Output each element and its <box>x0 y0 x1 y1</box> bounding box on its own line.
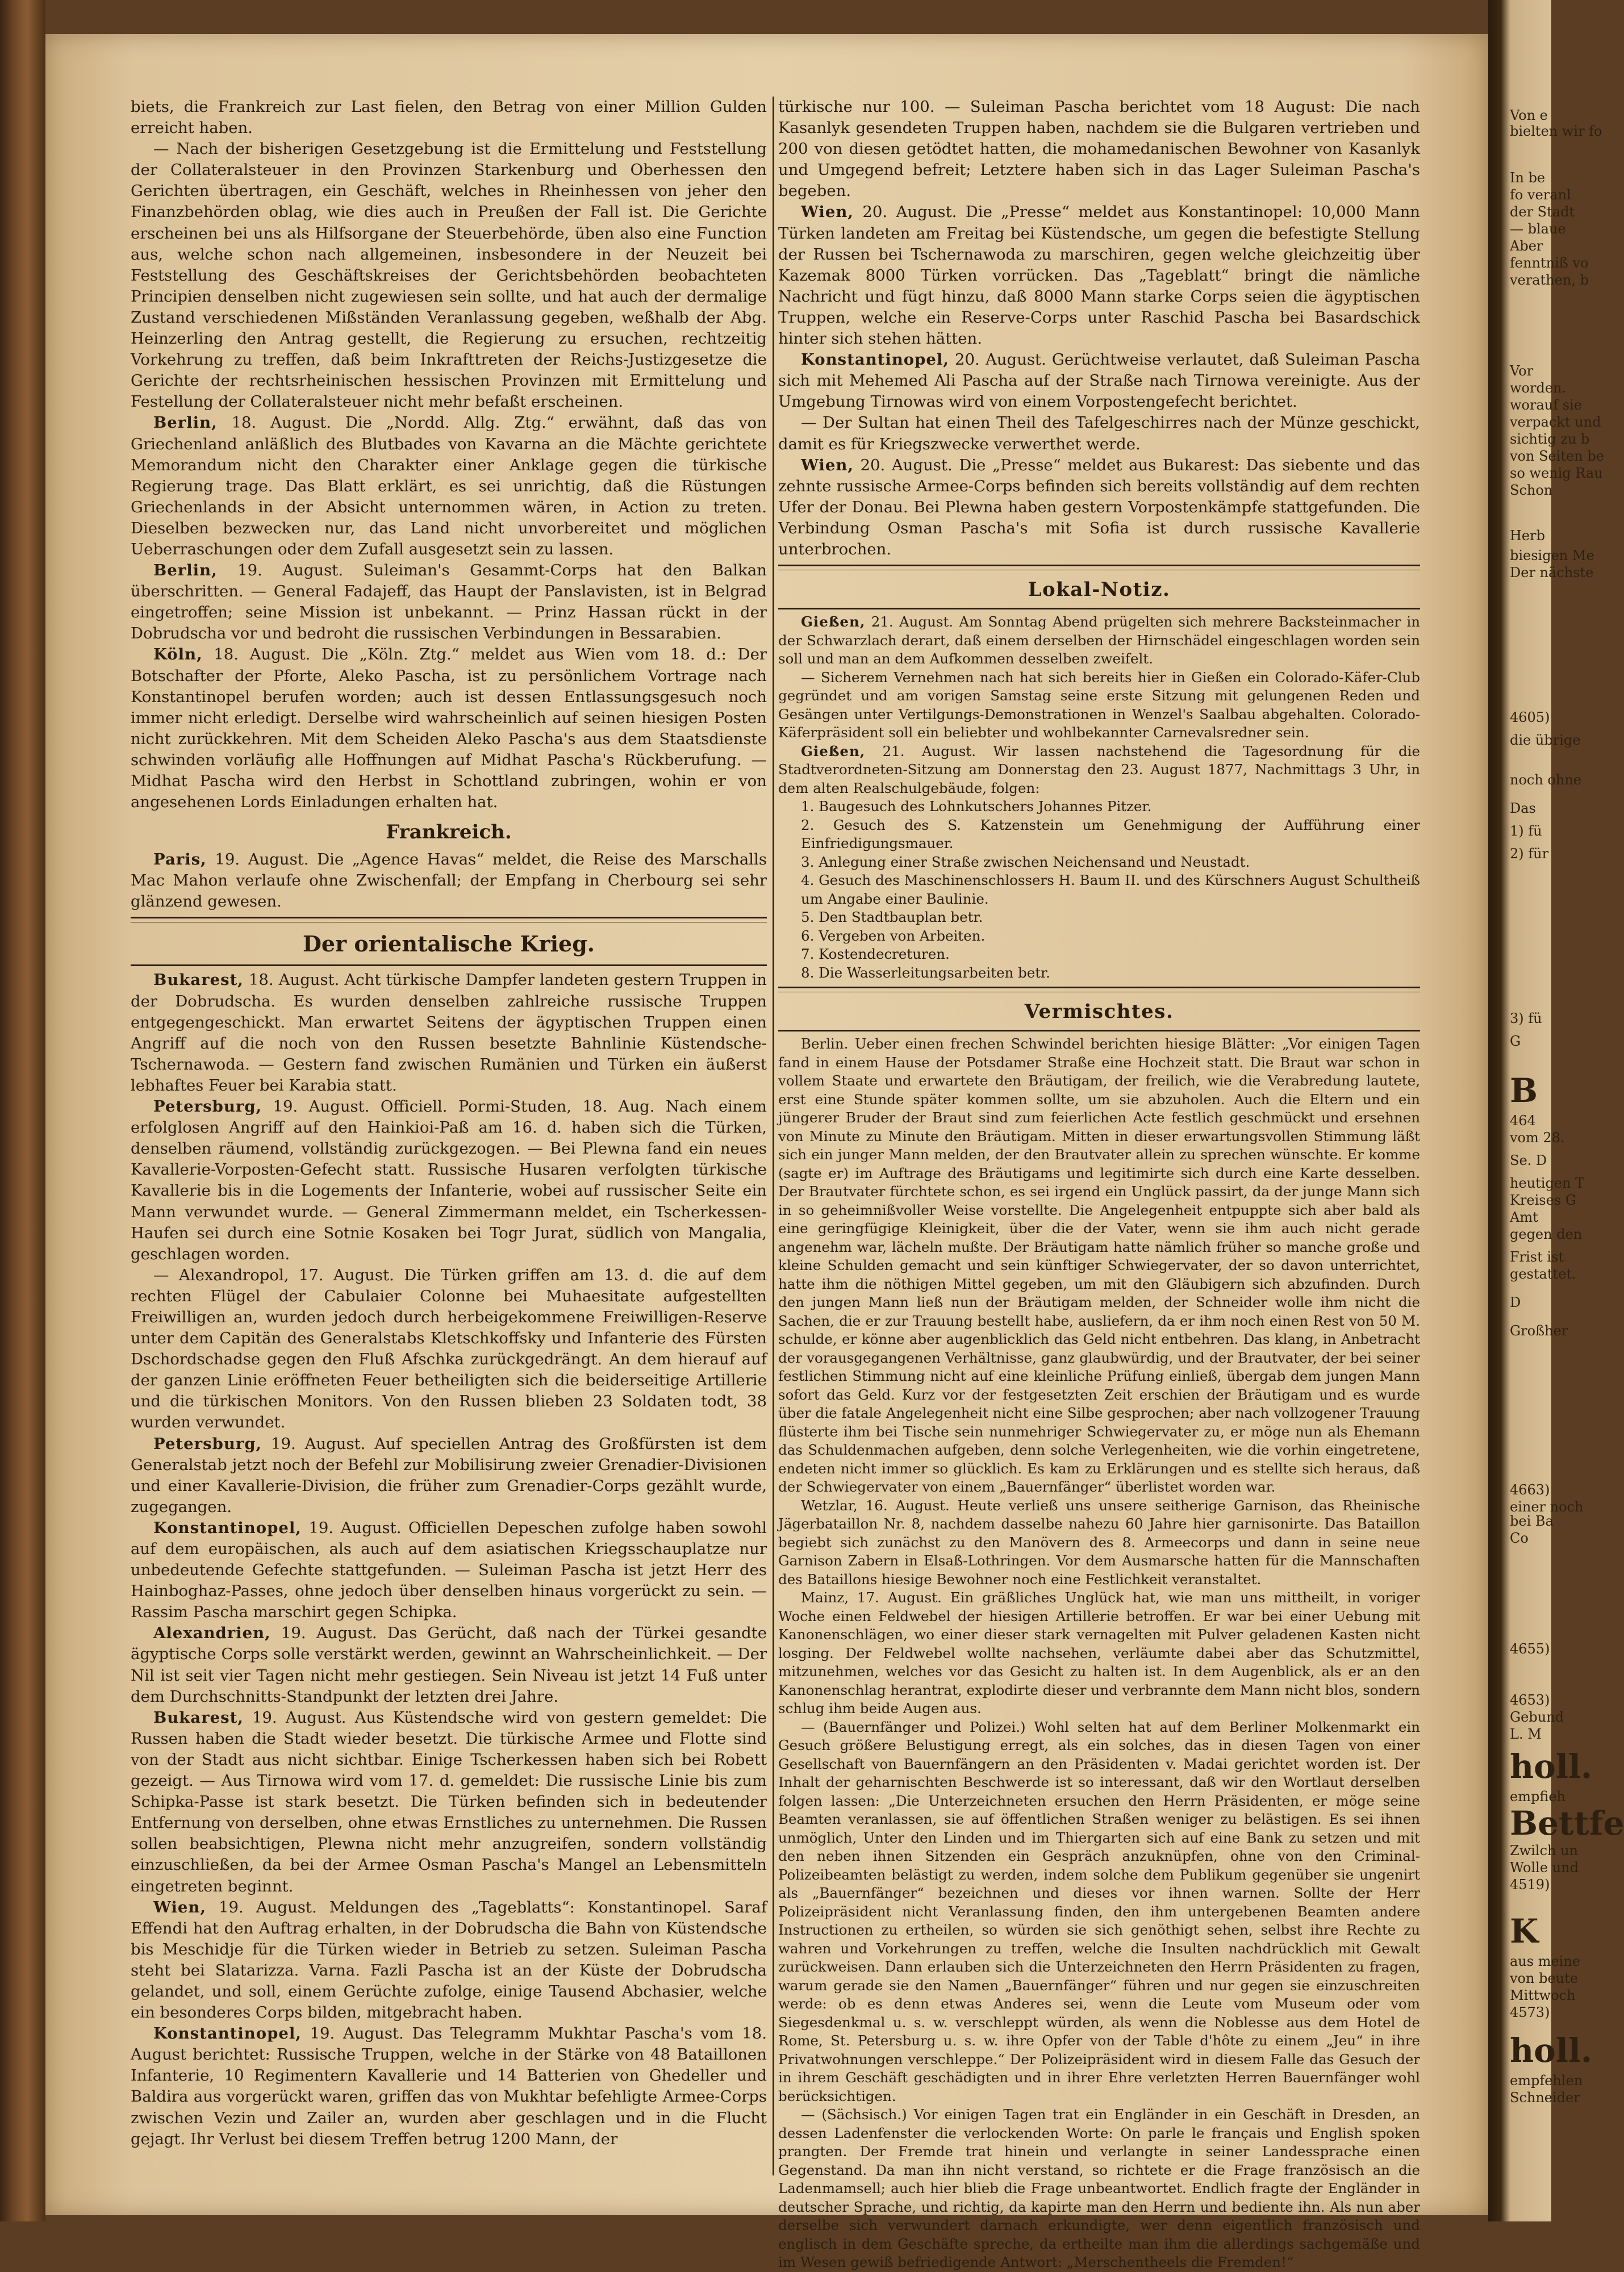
edge-fragment: gegen den <box>1510 1226 1583 1242</box>
vermischtes-block <box>778 1035 1420 2272</box>
news-item <box>131 1434 767 1518</box>
news-item <box>131 1096 767 1265</box>
edge-fragment: 464 <box>1510 1113 1536 1129</box>
edge-fragment: fo veranl <box>1510 187 1571 203</box>
paragraph: — Nach der bisherigen Gesetzgebung ist die Ermittelung und Feststellung der Collateralsteuer in den Provinzen Starkenburg und Oberhessen den Gerichten übertragen, ein Geschäft, welches in Rheinhessen von jeher den Finanzbehörden oblag, wie dies auch in Preußen der Fall ist. Die Gerichte erscheinen bei uns als Hilfsorgane der Steuerbehörde, üben also eine Function aus, welche schon nach allgemeinen, insbesondere in der Neuzeit bei Feststellung des Geschäftskreises der Gerichtsbehörden beobachteten Principien denselben nicht zugewiesen sein sollte, und hat auch der dermalige Zustand verschiedenen Mißständen Veranlassung gegeben, weßhalb der Abg. Heinzerling den Antrag gestellt, die Regierung zu ersuchen, rechtzeitig Vorkehrung zu treffen, daß beim Inkrafttreten der Reichs-Justizgesetze die Gerichte der rechtsrheinischen hessischen Provinzen mit Ermittelung und Festellung der Collateralsteuer nicht mehr befaßt erscheinen. <box>131 140 767 411</box>
edge-fragment: 4655) <box>1510 1641 1550 1657</box>
edge-fragment: holl. <box>1510 2031 1593 2070</box>
edge-fragment: 4519) <box>1510 1877 1550 1893</box>
edge-fragment: Mittwoch <box>1510 1987 1576 2003</box>
news-text: 19. August. Aus Küstendsche wird von gestern gemeldet: Die Russen haben die Stadt wieder besetzt. Die türkische Armee und Flotte sind von der Stadt aus nicht sichtbar. Einige Tscherkessen haben sich bei Robett gezeigt. — Aus Tirnowa wird vom 17. d. gemeldet: Die russische Linie bis zum Schipka-Passe ist stark besetzt. Die Türken befinden sich in bedeutender Entfernung von derselben, ohne etwas Ernstliches zu unternehmen. Die Russen sollen beabsichtigen, Plewna nicht mehr anzugreifen, sondern vollständig einzuschließen, da bei der Armee Osman Pascha's Mangel an Lebensmitteln eingetreten beginnt. <box>131 1708 767 1895</box>
edge-fragment: Schneider <box>1510 2090 1580 2106</box>
edge-fragment: Schon <box>1510 482 1553 498</box>
edge-fragment: 1) fü <box>1510 823 1542 839</box>
edge-fragment: Wolle und <box>1510 1860 1579 1876</box>
news-text: 19. August. Die „Agence Havas“ meldet, die Reise des Marschalls Mac Mahon verlaufe ohne Zwischenfall; der Empfang in Cherbourg sei sehr glänzend gewesen. <box>131 850 767 911</box>
left-column <box>131 97 767 2150</box>
dateline-place: Konstantinopel, <box>801 350 949 369</box>
edge-fragment: der Stadt <box>1510 204 1575 220</box>
edge-fragment: Herb <box>1510 528 1545 544</box>
edge-fragment: sichtig zu b <box>1510 431 1590 447</box>
news-text: 19. August. Suleiman's Gesammt-Corps hat den Balkan überschritten. — General Fadajeff, das Haupt der Panslavisten, ist in Belgrad eingetroffen; seine Mission ist unbekannt. — Prinz Hassan rückt in der Dobrudscha vor und bedroht die russischen Verbindungen in Bessarabien. <box>131 561 767 643</box>
agenda-item: 6. Vergeben von Arbeiten. <box>801 927 986 944</box>
news-text: 19. August. Das Telegramm Mukhtar Pascha's vom 18. August berichtet: Russische Truppen, welche in der Stärke von 48 Bataillonen Infanterie, 10 Regimentern Kavallerie und 14 Batterien von Ghedeller und Baldira aus vorgerückt waren, griffen das von Mukhtar befehligte Armee-Corps zwischen Vezin und Zailer an, wurden aber geschlagen und in die Flucht gejagt. Ihr Verlust bei diesem Treffen betrug 1200 Mann, der <box>131 2024 767 2148</box>
edge-fragment: aus meine <box>1510 1953 1581 1969</box>
agenda-item: 7. Kostendecreturen. <box>801 946 950 963</box>
edge-fragment: heutigen T <box>1510 1175 1585 1191</box>
news-text: 20. August. Die „Presse“ meldet aus Konstantinopel: 10,000 Mann Türken landeten am Freitag bei Küstendsche, um gegen die befestigte Stellung der Russen bei Tschernawoda zu marschiren, gegen welche gleichzeitig über Kazemak 8000 Türken vorrücken. Das „Tageblatt“ bringt die nämliche Nachricht und fügt hinzu, daß 8000 Mann starke Corps seien die ägyptischen Truppen, welche ein Reserve-Corps unter Raschid Pascha bei Basardschick hinter sich stehen hätten. <box>778 203 1420 348</box>
agenda-item: 8. Die Wasserleitungsarbeiten betr. <box>801 964 1050 981</box>
news-item <box>131 1623 767 1707</box>
news-item <box>131 1707 767 1897</box>
edge-fragment: Von e <box>1510 107 1548 123</box>
dateline-place: Bukarest, <box>153 1708 244 1727</box>
section-heading-frankreich: Frankreich. <box>386 821 512 844</box>
news-text: 20. August. Die „Presse“ meldet aus Bukarest: Das siebente und das zehnte russische Armee-Corps befinden sich bereits vollständig auf dem rechten Ufer der Donau. Bei Plewna haben gestern Vorpostenkämpfe stattgefunden. Die Verbindung Osman Pascha's mit Sofia ist durch russische Kavallerie unterbrochen. <box>778 456 1420 558</box>
paragraph: türkische nur 100. — Suleiman Pascha berichtet vom 18 August: Die nach Kasanlyk gesendeten Truppen haben, nachdem sie die Bulgaren vertrieben und 200 von diesen getödtet hatten, die mohamedanischen Bewohner von Kasanlyk und Umgegend befreit; Letztere haben sich in das Lager Suleiman Pascha's begeben. <box>778 98 1420 201</box>
section-rule <box>778 608 1420 609</box>
edge-fragment: so wenig Rau <box>1510 465 1603 481</box>
edge-fragment: noch ohne <box>1510 772 1581 788</box>
news-text: 18. August. Die „Köln. Ztg.“ meldet aus Wien vom 18. d.: Der Botschafter der Pforte, Aleko Pascha, ist zu persönlichem Vortrage nach Konstantinopel berufen worden; auch ist dessen Entlassungsgesuch noch immer nicht erledigt. Derselbe wird wahrscheinlich auf seinen hiesigen Posten nicht zurückkehren. Mit dem Scheiden Aleko Pascha's aus dem Staatsdienste schwinden vorläufig alle Hoffnungen auf Midhat Pascha's Rückberufung. — Midhat Pascha wird den Herbst in Schottland zubringen, wohin er von angesehenen Lords Einladungen erhalten hat. <box>131 645 767 812</box>
section-rule <box>131 917 767 922</box>
news-item <box>131 970 767 1096</box>
edge-fragment: G <box>1510 1033 1521 1049</box>
edge-fragment: 4663) <box>1510 1482 1550 1498</box>
news-item <box>131 849 767 912</box>
news-item: — Sicherem Vernehmen nach hat sich bereits hier in Gießen ein Colorado-Käfer-Club gegründet und am vorigen Samstag seine erste Sitzung mit gelungenen Reden und Gesängen unter Vertilgungs-Demonstrationen in Wenzel's Saalbau abgehalten. Colorado-Käferpräsident soll ein beliebter und wohlbekannter Carnevalsredner sein. <box>778 669 1420 741</box>
edge-fragment: Se. D <box>1510 1152 1547 1168</box>
edge-fragment: Vor <box>1510 363 1534 379</box>
edge-fragment: Co <box>1510 1530 1529 1546</box>
news-item: — Alexandropol, 17. August. Die Türken griffen am 13. d. die auf dem rechten Flügel der Cabulaier Colonne bei Muhaesitate aufgestellten Freiwilligen an, wurden jedoch durch herbeigekommene Freiwilligen-Reserve unter dem Capitän des Generalstabs Kletschkoffsky und Infanterie des Fürsten Dschordschadse gegen den Fluß Afschka zurückgedrängt. An dem hierauf auf der ganzen Linie eröffneten Feuer betheiligten sich die beiderseitige Artillerie und die türkischen Monitors. Von den Russen blieben 23 Soldaten todt, 38 wurden verwundet. <box>131 1266 767 1432</box>
agenda-item: 1. Baugesuch des Lohnkutschers Johannes Pitzer. <box>801 798 1152 815</box>
book-spine <box>0 0 45 2221</box>
dateline-place: Wien, <box>153 1898 206 1916</box>
edge-fragment: verathen, b <box>1510 272 1589 288</box>
edge-fragment: Das <box>1510 800 1536 816</box>
right-column <box>778 97 1420 2272</box>
edge-fragment: holl. <box>1510 1747 1593 1786</box>
dateline-place: Alexandrien, <box>153 1624 271 1643</box>
section-heading-lokal: Lokal-Notiz. <box>1028 578 1171 602</box>
dateline-place: Konstantinopel, <box>153 2024 302 2043</box>
edge-fragment: Aber <box>1510 238 1543 254</box>
news-item <box>778 613 1420 669</box>
news-text: 21. August. Am Sonntag Abend prügelten sich mehrere Backsteinmacher in der Schwarzlach derart, daß einem derselben der Hirnschädel eingeschlagen worden sein soll und man an dem Aufkommen desselben zweifelt. <box>778 613 1421 667</box>
edge-fragment: bei Ba <box>1510 1513 1554 1529</box>
agenda-item: 2. Gesuch des S. Katzenstein um Genehmigung der Aufführung einer Einfriedigungsmauer. <box>801 816 1420 852</box>
news-text: 19. August. Auf speciellen Antrag des Großfürsten ist dem Generalstab jetzt noch der Befehl zur Mobilisirung zweier Grenadier-Divisionen und einer Kavallerie-Division, die früher zum Grenadier-Corps gezählt wurde, zugegangen. <box>131 1434 767 1516</box>
dateline-place: Gießen, <box>801 613 866 630</box>
edge-fragment: von Seiten be <box>1510 448 1604 464</box>
edge-fragment: worauf sie <box>1510 397 1582 413</box>
edge-fragment: 4573) <box>1510 2004 1550 2020</box>
edge-fragment: 4653) <box>1510 1692 1550 1708</box>
news-item: — Der Sultan hat einen Theil des Tafelgeschirres nach der Münze geschickt, damit es für Kriegszwecke verwerthet werde. <box>778 414 1420 453</box>
edge-fragment: fenntniß vo <box>1510 255 1589 271</box>
news-text: 18. August. Die „Nordd. Allg. Ztg.“ erwähnt, daß das von Griechenland anläßlich des Blutbades von Kavarna an die Mächte gerichtete Memorandum nicht den Charakter einer Anklage gegen die türkische Regierung trage. Das Blatt erklärt, es sei unrichtig, daß die Rüstungen Griechenlands in der Absicht unternommen wären, in Action zu treten. Dieselben bezwecken nur, das Land nicht unvorbereitet und möglichen Ueberraschungen oder dem Zufall ausgesetzt sein zu lassen. <box>131 414 767 558</box>
edge-fragment: K <box>1510 1912 1539 1951</box>
news-item <box>131 1897 767 2024</box>
edge-fragment: die übrige <box>1510 732 1581 748</box>
news-text: 21. August. Wir lassen nachstehend die Tagesordnung für die Stadtverordneten-Sitzung am Donnerstag den 23. August 1877, Nachmittags 3 Uhr, in dem alten Realschulgebäude, folgen: <box>778 742 1420 796</box>
dateline-place: Petersburg, <box>153 1434 262 1453</box>
dateline-place: Wien, <box>801 456 854 474</box>
section-heading-vermischtes: Vermischtes. <box>1024 1000 1174 1024</box>
news-item: Mainz, 17. August. Ein gräßliches Unglück hat, wie man uns mittheilt, in voriger Woche einen Feldwebel der hiesigen Artillerie betroffen. Er war bei einer Uebung mit Kanonenschlägen, wo einer dieser stark vernagelten mit Pulver geladenen Kasten nicht losging. Der Feldwebel wollte nachsehen, verläumte dabei aber das Schutzmittel, mitzunehmen, welches vor das Gesicht zu halten ist. In dem Augenblick, als er an den Kanonenschlag herantrat, explodirte dieser und verbrannte dem Mann nicht blos, sondern schlug ihm beide Augen aus. <box>778 1589 1420 1717</box>
news-text: 19. August. Officiellen Depeschen zufolge haben sowohl auf dem europäischen, als auch auf dem asiatischen Kriegsschauplatze nur unbedeutende Gefechte stattgefunden. — Suleiman Pascha ist jetzt Herr des Hainboghaz-Passes, ohne jedoch über denselben hinaus vorgerückt zu sein. — Rassim Pascha marschirt gegen Schipka. <box>131 1518 767 1622</box>
edge-fragment: Frist ist <box>1510 1249 1564 1265</box>
news-item <box>778 202 1420 349</box>
news-text: 19. August. Meldungen des „Tageblatts“: Konstantinopel. Saraf Effendi hat den Auftrag erhalten, in der Dobrudscha die Bahn von Küstendsche bis Meschidje für die Türken wieder in Betrieb zu setzen. Suleiman Pascha steht bei Slatarizza. Varna. Fazli Pascha ist an der Küste der Dobrudscha gelandet, und soll, einem Gerüchte zufolge, einige Tausend Abchasier, welche ein besonderes Corps bilden, mitgebracht haben. <box>131 1898 767 2022</box>
section-rule <box>778 1030 1420 1031</box>
edge-fragment: — blaue <box>1510 221 1566 237</box>
dateline-place: Konstantinopel, <box>153 1518 302 1537</box>
dateline-place: Gießen, <box>801 742 866 759</box>
news-item <box>778 455 1420 560</box>
news-item: Wetzlar, 16. August. Heute verließ uns unsere seitherige Garnison, das Rheinische Jägerbataillon Nr. 8, nachdem dasselbe nahezu 60 Jahre hier garnisonirte. Das Bataillon begiebt sich zunächst zu den Manövern des 8. Armeecorps und dann in seine neue Garnison Zabern in Elsaß-Lothringen. Vor dem Ausmarsche hatten für die Mannschaften des Bataillons hiesige Bewohner noch eine Festlichkeit veranstaltet. <box>778 1497 1420 1588</box>
news-item: — (Bauernfänger und Polizei.) Wohl selten hat auf dem Berliner Molkenmarkt ein Gesuch größere Belustigung erregt, als ein solches, das in diesen Tagen von einer Gesellschaft von Bauernfängern an den Präsidenten v. Madai gerichtet worden ist. Der Inhalt der geharnischten Beschwerde ist so interessant, daß wir den Wortlaut derselben folgen lassen: „Die Unterzeichneten ersuchen den Herrn Präsidenten, er möge seine Beamten veranlassen, sie auf öffentlichen Straßen weniger zu belästigen. Es sei ihnen unmöglich, Unter den Linden und im Thiergarten sich auf eine Bank zu setzen und mit den neben ihnen Sitzenden ein Gespräch anzuknüpfen, ohne von den Criminal-Polizeibeamten belästigt zu werden, indem solche dem Publikum gegenüber sie ungenirt als „Bauernfänger“ bezeichnen und dieses vor ihnen warnen. Sollte der Herr Polizeipräsident nicht Veranlassung finden, den ihm untergebenen Beamten andere Instructionen zu ertheilen, so würden sie sich genöthigt sehen, selbst ihre Rechte zu wahren und Vorkehrungen zu treffen, welche die Insulten nachdrücklich mit Gewalt zurückweisen. Dann erlauben sich die Unterzeichneten den Herrn Präsidenten zu fragen, warum gerade sie den Namen „Bauernfänger“ führen und nur gegen sie einzuschreiten werde: ob es denn etwas Anderes sei, wenn die Leute vom Museum oder vom Siegesdenkmal u. s. w. verschleppt würden, als wenn die Noblesse aus dem Hotel de Rome, St. Petersburg u. s. w. ihre Opfer von der Table d'hôte zu einem „Jeu“ in ihre Privatwohnungen verschleppe.“ Der Polizeipräsident wird in diesem Falle das Gesuch der in ihrem Geschäft geschädigten und in ihrer Ehre verletzten Herren Bauernfänger wohl berücksichtigen. <box>778 1718 1420 2104</box>
edge-fragment: 4605) <box>1510 709 1550 725</box>
edge-fragment: Bettfe <box>1510 1804 1624 1843</box>
edge-fragment: Zwilch un <box>1510 1843 1579 1858</box>
edge-fragment: Amt <box>1510 1209 1538 1225</box>
dateline-place: Köln, <box>153 645 203 664</box>
news-item <box>778 742 1420 798</box>
adjacent-page-edge <box>1488 0 1624 2221</box>
edge-fragment: L. M <box>1510 1726 1542 1742</box>
news-text: 20. August. Gerüchtweise verlautet, daß Suleiman Pascha sich mit Mehemed Ali Pascha auf der Straße nach Tirnowa vereinigte. Aus der Umgebung Tirnowas wird von einem Vorpostengefecht berichtet. <box>778 350 1420 411</box>
edge-fragment: 2) für <box>1510 846 1549 862</box>
dateline-place: Paris, <box>153 850 207 869</box>
paragraph: biets, die Frankreich zur Last fielen, den Betrag von einer Million Gulden erreicht haben. <box>131 98 767 137</box>
edge-fragment: bielten wir fo <box>1510 123 1602 139</box>
news-text: 19. August. Das Gerücht, daß nach der Türkei gesandte ägyptische Corps solle verstärkt werden, gewinnt an Wahrscheinlichkeit. — Der Nil ist seit vier Tagen nicht mehr gestiegen. Sein Niveau ist jetzt 14 Fuß unter dem Durchschnitts-Standpunkt der letzten drei Jahre. <box>131 1624 767 1706</box>
agenda-item: 3. Anlegung einer Straße zwischen Neichensand und Neustadt. <box>801 853 1250 870</box>
edge-fragment: einer noch <box>1510 1499 1584 1515</box>
news-item <box>778 349 1420 412</box>
agenda-item: 5. Den Stadtbauplan betr. <box>801 909 983 926</box>
news-item: Berlin. Ueber einen frechen Schwindel berichten hiesige Blätter: „Vor einigen Tagen fand in einem Hause der Potsdamer Straße eine Hochzeit statt. Die Braut war schon in vollem Staate und erwartete den Bräutigam, der freilich, wie die Verabredung lautete, erst eine Stunde später kommen sollte, um sie abzuholen. Auch die Eltern und ein jüngerer Bruder der Braut sind zum feierlichen Acte festlich geschmückt und ersehnen von Minute zu Minute den Bräutigam. Mitten in dieser erwartungsvollen Stimmung läßt sich ein junger Mann melden, der den Brautvater allein zu sprechen wünschte. Er komme (sagte er) im Auftrage des Bräutigams und legitimirte sich durch eine Karte desselben. Der Brautvater fürchtete schon, es sei irgend ein Unglück passirt, da der junge Mann sich in so geheimnißvoller Weise vorstellte. Die Angelegenheit entpuppte sich aber bald als eine geringfügige Kleinigkeit, über die der Vater, wenn sie ihm auch nicht gerade angenehm war, lächeln mußte. Der Bräutigam hatte nämlich früher so manche große und kleine Schulden gemacht und sein künftiger Schwiegervater, der so davon unterrichtet, hatte ihm die nöthigen Mittel gegeben, um mit den Gläubigern sich abzufinden. Durch den jungen Mann ließ nun der Bräutigam melden, der Schneider wolle ihm nicht die Sachen, die er zur Trauung bestellt habe, ausliefern, da er ihm noch einen Rest von 50 M. schulde, er könne aber augenblicklich das Geld nicht entbehren. Das klang, in Anbetracht der vorausgegangenen Verhältnisse, ganz glaubwürdig, und der Brautvater, der bei seiner festlichen Stimmung nicht auf eine kleinliche Prüfung einließ, übergab dem jungen Mann sofort das Geld. Kurz vor der festgesetzten Zeit erschien der Bräutigam und es wurde über die fatale Angelegenheit nicht eine Silbe gesprochen; aber nach vollzogener Trauung flüsterte ihm bei Tische sein nunmehriger Schwiegervater zu, er möge nun als Ehemann das Schuldenmachen aufgeben, denn solche Verlegenheiten, wie die vorhin eingetretene, endeten nicht immer so glücklich. Es kam zu Erklärungen und es stellte sich heraus, daß der Schwiegervater von einem „Bauernfänger“ überlistet worden war. <box>778 1035 1420 1496</box>
lokal-block <box>778 613 1420 982</box>
news-item <box>131 644 767 813</box>
edge-fragment: D <box>1510 1294 1521 1310</box>
edge-fragment: Kreises G <box>1510 1192 1576 1208</box>
dateline-place: Bukarest, <box>153 971 244 989</box>
agenda-item: 4. Gesuch des Maschinenschlossers H. Baum II. und des Kürschners August Schultheiß um Angabe einer Baulinie. <box>801 872 1420 907</box>
edge-fragment: Großher <box>1510 1323 1568 1339</box>
dateline-place: Berlin, <box>153 414 218 432</box>
dateline-place: Wien, <box>801 203 854 222</box>
news-item: — (Sächsisch.) Vor einigen Tagen trat ein Engländer in ein Geschäft in Dresden, an dessen Ladenfenster die verlockenden Worte: On parle le français und English spoken prangten. Der Fremde trat hinein und verlangte in seiner Landessprache einen Gegenstand. Da man ihn nicht verstand, so richtete er die Frage französisch an die Ladenmamsell; auch hier blieb die Frage unbeantwortet. Endlich fragte der Engländer in deutscher Sprache, und richtig, da kapirte man den Herrn und bediente ihn. Als nun aber derselbe sich verwundert darnach erkundigte, wer denn eigentlich französisch und englisch in dem Geschäfte spreche, da ertheilte man ihm die allerdings sachgemäße und im Wesen gewiß befriedigende Antwort: „Merschentheels die Fremden!“ <box>778 2106 1420 2271</box>
edge-fragment: verpackt und <box>1510 414 1601 430</box>
edge-fragment: In be <box>1510 170 1546 186</box>
section-rule <box>778 565 1420 570</box>
column-divider <box>773 97 774 2175</box>
news-item <box>131 560 767 644</box>
edge-fragment: B <box>1510 1071 1538 1110</box>
dateline-place: Petersburg, <box>153 1097 262 1116</box>
edge-fragment: 3) fü <box>1510 1010 1542 1026</box>
edge-fragment: Gebund <box>1510 1709 1564 1725</box>
edge-fragment: gestattet. <box>1510 1266 1576 1282</box>
edge-fragment: Der nächste <box>1510 565 1594 580</box>
edge-fragment: worden. <box>1510 380 1567 396</box>
section-rule <box>778 987 1420 992</box>
news-item <box>131 1518 767 1623</box>
dateline-place: Berlin, <box>153 561 218 580</box>
news-item <box>131 412 767 560</box>
news-item <box>131 2023 767 2150</box>
section-heading-krieg: Der orientalische Krieg. <box>302 931 595 957</box>
edge-fragment: biesigen Me <box>1510 548 1594 563</box>
edge-fragment: von beute <box>1510 1970 1578 1986</box>
edge-fragment: vom 28. <box>1510 1130 1565 1146</box>
edge-fragment: empfehlen <box>1510 2073 1583 2089</box>
section-rule <box>131 964 767 966</box>
news-text: 18. August. Acht türkische Dampfer landeten gestern Truppen in der Dobrudscha. Es wurden denselben zahlreiche russische Truppen entgegengeschickt. Man erwartet Seitens der ägyptischen Truppen einen Angriff auf die noch von den Russen besetzte Bahnlinie Küstendsche-Tschernawoda. — Gestern fand zwischen Rumänien und Türken ein äußerst lebhaftes Feuer bei Karabia statt. <box>131 971 767 1095</box>
edge-fragment: empfieh <box>1510 1789 1565 1805</box>
news-text: 19. August. Officiell. Pormi-Studen, 18. Aug. Nach einem erfolglosen Angriff auf den Hainkioi-Paß am 16. d. haben sich die Türken, denselben räumend, vollständig zurückgezogen. — Bei Plewna fand ein neues Kavallerie-Vorposten-Gefecht statt. Russische Husaren verfolgten türkische Kavallerie bis in die Logements der Infanterie, wobei auf russischer Seite ein Mann verwundet wurde. — General Zimmermann meldet, ein Tscherkessen-Haufen sei durch eine Sotnie Kosaken bei Togr Jurat, südlich von Mangalia, geschlagen worden. <box>131 1097 767 1263</box>
